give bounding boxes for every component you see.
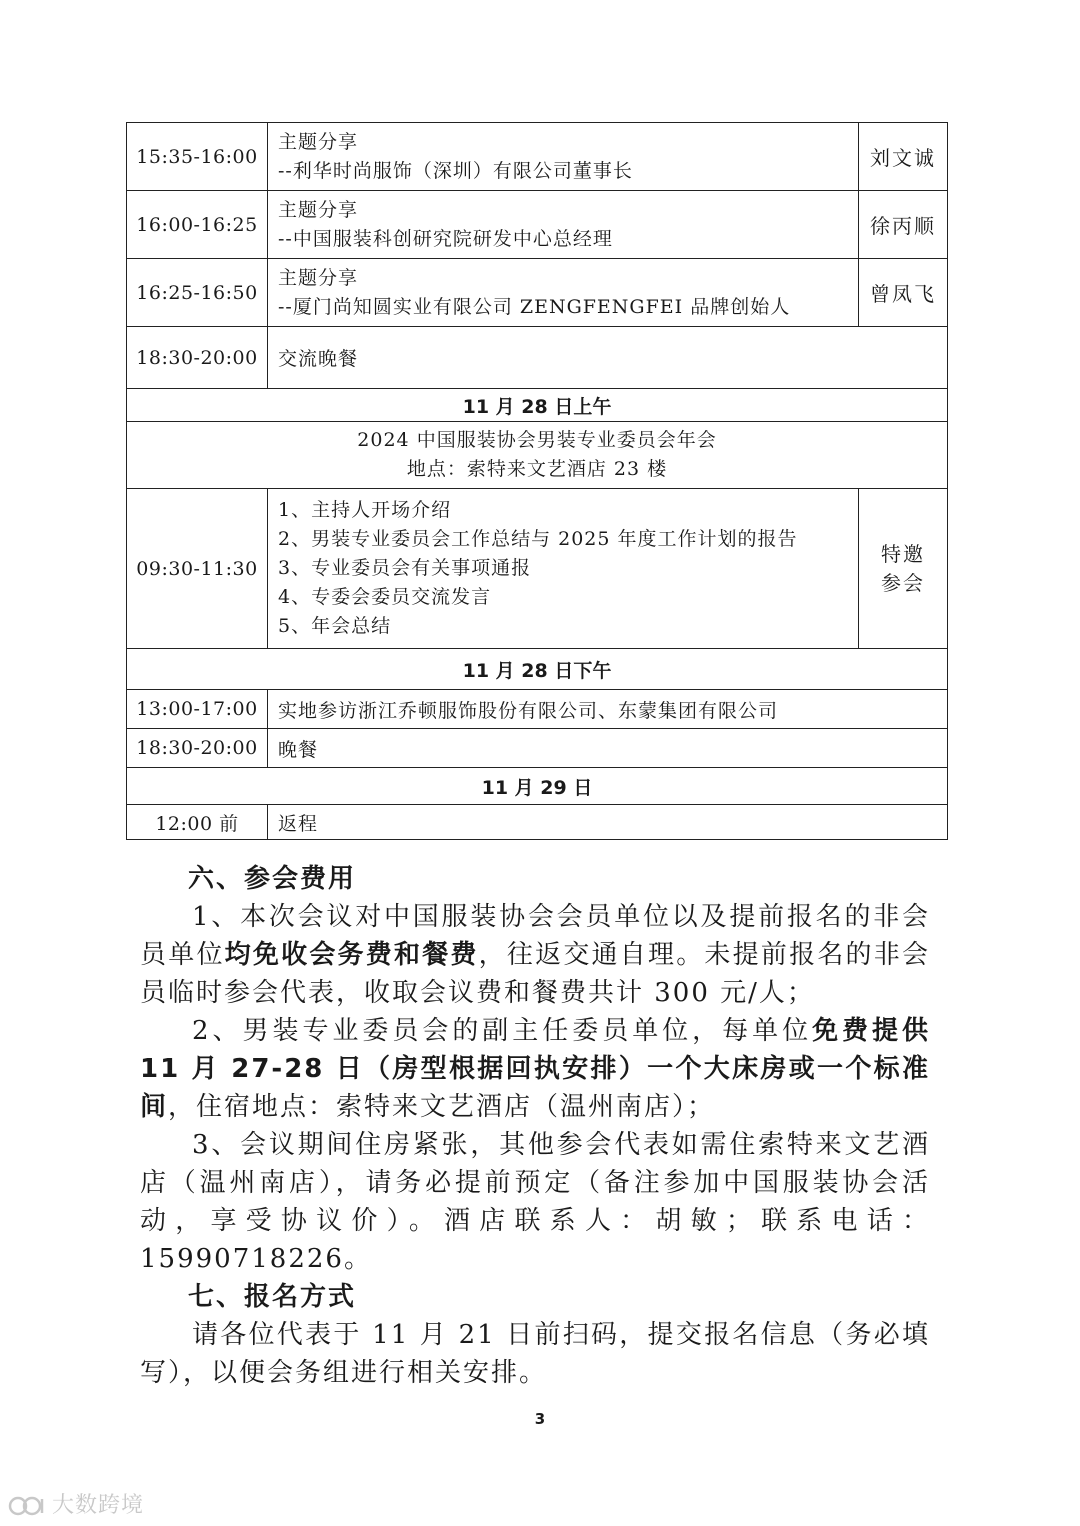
table-row bbox=[127, 690, 948, 729]
page-number: 3 bbox=[534, 1410, 546, 1428]
attendee-cell bbox=[859, 489, 948, 649]
time-cell: 13:00-17:00 bbox=[127, 690, 268, 729]
table-row bbox=[127, 805, 948, 840]
agenda-item: 1、主持人开场介绍 bbox=[278, 499, 452, 521]
table-row bbox=[127, 123, 948, 191]
content-cell bbox=[268, 259, 859, 327]
watermark-logo-icon bbox=[8, 1495, 48, 1517]
day-header-row bbox=[127, 768, 948, 805]
fees-paragraph-2: 2、男装专业委员会的副主任委员单位，每单位免费提供 11 月 27-28 日（房型根据回执安排）一个大床房或一个标准间，住宿地点：索特来文艺酒店（温州南店）； bbox=[140, 1016, 930, 1122]
time-cell: 16:25-16:50 bbox=[127, 259, 268, 327]
agenda-list bbox=[268, 489, 859, 649]
content-cell: 返程 bbox=[268, 805, 948, 840]
emphasis-text: 免费提供 11 月 27-28 日（房型根据回执安排）一个大床房或一个标准间 bbox=[140, 1016, 930, 1122]
fees-paragraph-3: 3、会议期间住房紧张，其他参会代表如需住索特来文艺酒店（温州南店），请务必提前预定（备注参加中国服装协会活动，享受协议价）。酒店联系人：胡敏；联系电话：15990718226。 bbox=[140, 1130, 930, 1274]
attendee-line: 特邀 bbox=[881, 541, 925, 566]
meeting-title-cell bbox=[127, 422, 948, 489]
content-cell: 晚餐 bbox=[268, 729, 948, 768]
agenda-item: 2、男装专业委员会工作总结与 2025 年度工作计划的报告 bbox=[278, 528, 798, 550]
table-row bbox=[127, 327, 948, 389]
meeting-title: 2024 中国服装协会男装专业委员会年会 bbox=[357, 429, 717, 451]
attendee-line: 参会 bbox=[881, 570, 925, 595]
topic-label: 主题分享 bbox=[278, 198, 359, 221]
registration-paragraph: 请各位代表于 11 月 21 日前扫码，提交报名信息（务必填写），以便会务组进行相关安排。 bbox=[140, 1320, 930, 1388]
speaker-name: 曾凤飞 bbox=[859, 259, 948, 327]
table-row bbox=[127, 729, 948, 768]
watermark bbox=[8, 1488, 144, 1519]
meeting-location: 地点：索特来文艺酒店 23 楼 bbox=[406, 458, 668, 480]
day-header: 11 月 28 日上午 bbox=[127, 389, 948, 422]
day-header: 11 月 28 日下午 bbox=[127, 649, 948, 690]
time-cell: 18:30-20:00 bbox=[127, 729, 268, 768]
fees-paragraph-1: 1、本次会议对中国服装协会会员单位以及提前报名的非会员单位均免收会务费和餐费，往返交通自理。未提前报名的非会员临时参会代表，收取会议费和餐费共计 300 元/人； bbox=[140, 902, 930, 1008]
time-cell: 12:00 前 bbox=[127, 805, 268, 840]
meeting-title-row bbox=[127, 422, 948, 489]
content-cell bbox=[268, 191, 859, 259]
speaker-title: --厦门尚知圆实业有限公司 ZENGFENGFEI 品牌创始人 bbox=[278, 295, 791, 318]
section-title-registration: 七、报名方式 bbox=[188, 1282, 357, 1312]
speaker-title: --中国服装科创研究院研发中心总经理 bbox=[278, 227, 613, 250]
table-row bbox=[127, 191, 948, 259]
agenda-item: 5、年会总结 bbox=[278, 615, 392, 637]
schedule-table bbox=[126, 122, 948, 840]
content-cell bbox=[268, 123, 859, 191]
agenda-row bbox=[127, 489, 948, 649]
section-title-fees: 六、参会费用 bbox=[188, 864, 357, 894]
topic-label: 主题分享 bbox=[278, 266, 359, 289]
speaker-name: 徐丙顺 bbox=[859, 191, 948, 259]
time-cell: 09:30-11:30 bbox=[127, 489, 268, 649]
speaker-name: 刘文诚 bbox=[859, 123, 948, 191]
time-cell: 18:30-20:00 bbox=[127, 327, 268, 389]
time-cell: 16:00-16:25 bbox=[127, 191, 268, 259]
agenda-item: 4、专委会委员交流发言 bbox=[278, 586, 492, 608]
content-cell: 交流晚餐 bbox=[268, 327, 948, 389]
emphasis-text: 均免收会务费和餐费 bbox=[224, 940, 479, 970]
content-cell: 实地参访浙江乔顿服饰股份有限公司、东蒙集团有限公司 bbox=[268, 690, 948, 729]
day-header: 11 月 29 日 bbox=[127, 768, 948, 805]
topic-label: 主题分享 bbox=[278, 130, 359, 153]
day-header-row bbox=[127, 649, 948, 690]
agenda-item: 3、专业委员会有关事项通报 bbox=[278, 557, 532, 579]
speaker-title: --利华时尚服饰（深圳）有限公司董事长 bbox=[278, 159, 633, 182]
body-text bbox=[140, 860, 930, 1392]
day-header-row bbox=[127, 389, 948, 422]
table-row bbox=[127, 259, 948, 327]
time-cell: 15:35-16:00 bbox=[127, 123, 268, 191]
watermark-text: 大数跨境 bbox=[52, 1493, 145, 1518]
